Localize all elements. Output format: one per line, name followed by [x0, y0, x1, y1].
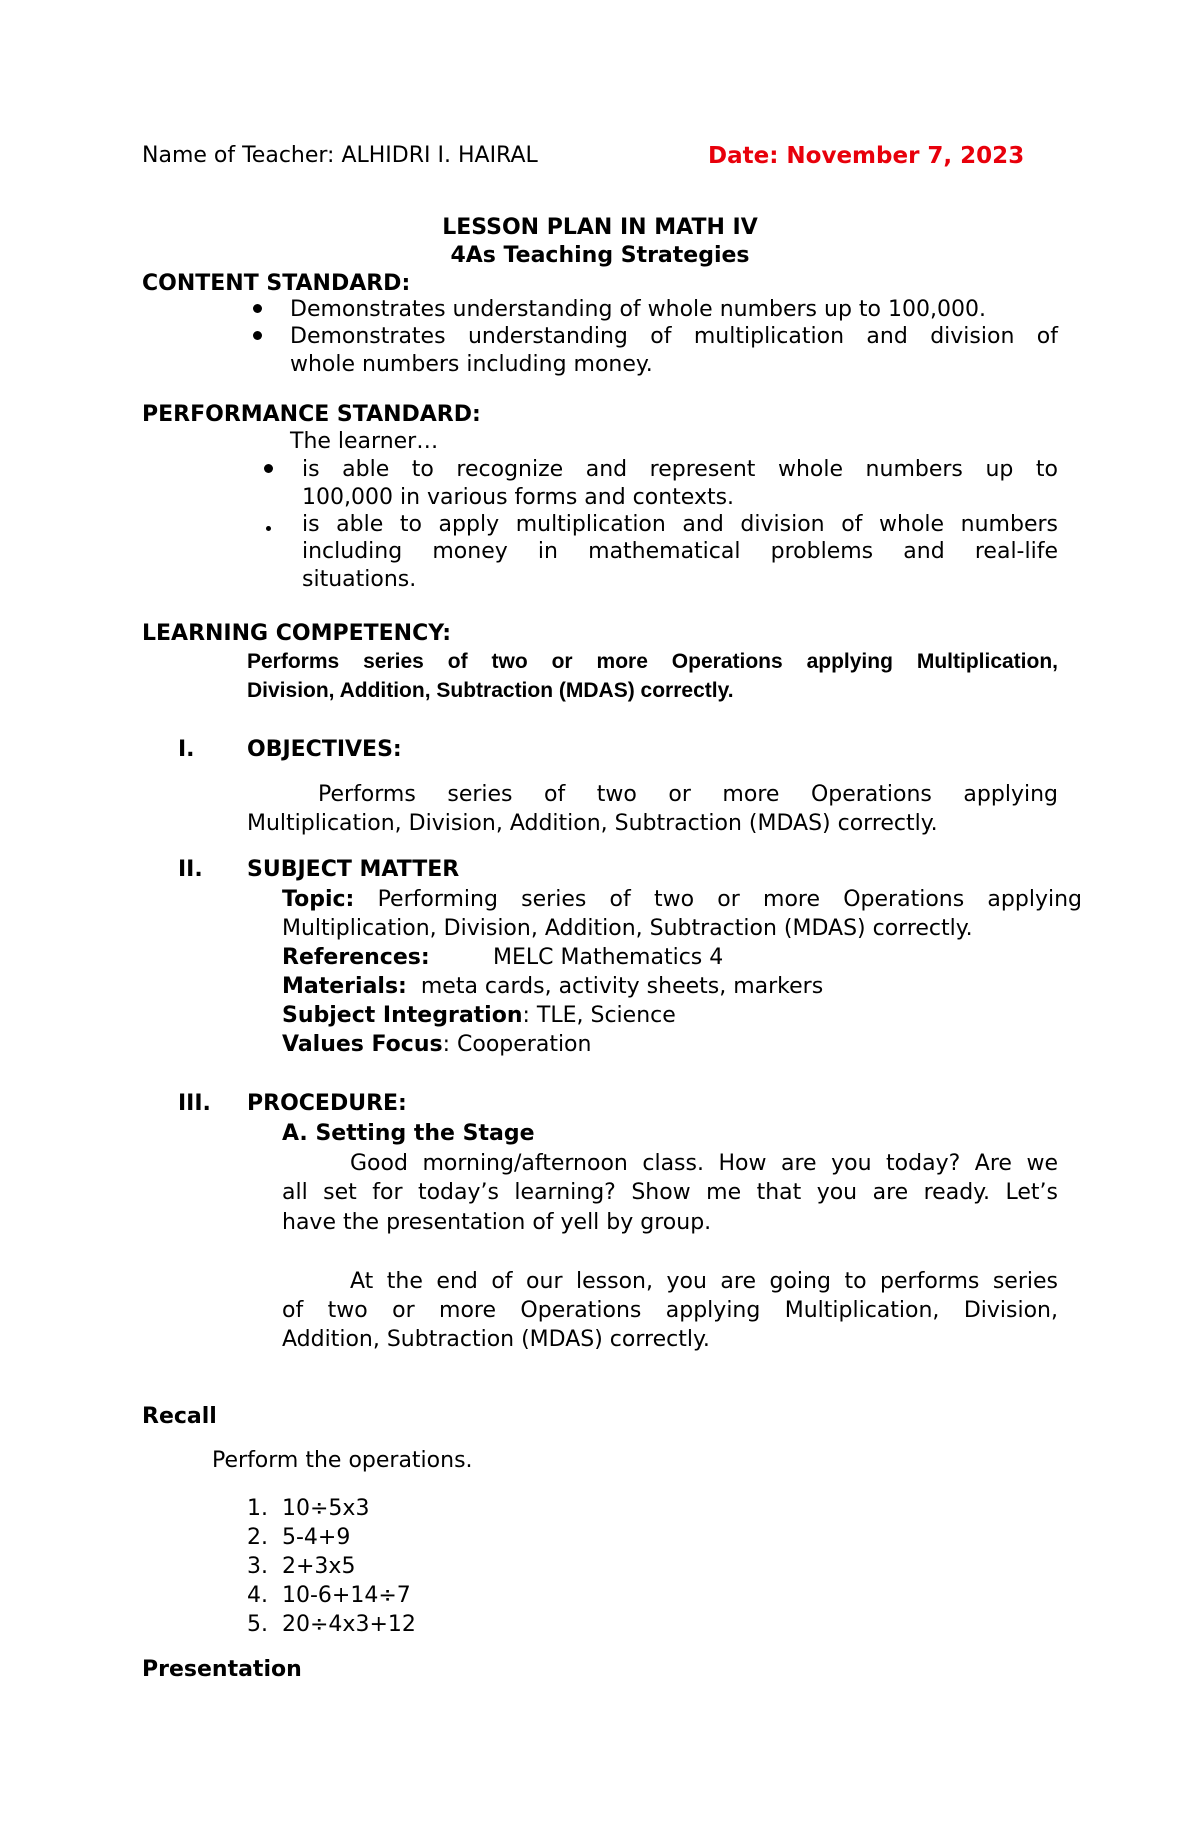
learning-competency-text: Performs series of two or more Operations applying Multiplication,	[247, 650, 1058, 673]
objectives-heading: OBJECTIVES:	[247, 737, 402, 762]
materials-label: Materials:	[282, 974, 407, 999]
procedure-numeral: III.	[178, 1091, 211, 1116]
content-standard-item-continued: whole numbers including money.	[290, 352, 653, 377]
procedure-heading: PROCEDURE:	[247, 1091, 407, 1116]
procedure-paragraph: At the end of our lesson, you are going to performs series	[350, 1269, 1058, 1294]
bullet-icon	[264, 464, 273, 473]
objectives-text-continued: Multiplication, Division, Addition, Subtraction (MDAS) correctly.	[247, 811, 938, 836]
performance-standard-heading: PERFORMANCE STANDARD:	[142, 402, 481, 427]
integration-label: Subject Integration	[282, 1003, 523, 1028]
list-item-number: 1.	[247, 1496, 268, 1521]
performance-standard-item: is able to apply multiplication and division of whole numbers	[302, 512, 1058, 537]
topic-line	[282, 886, 1082, 914]
procedure-paragraph: have the presentation of yell by group.	[282, 1210, 712, 1235]
recall-heading: Recall	[142, 1404, 217, 1429]
values-line	[282, 1031, 591, 1059]
materials-line	[282, 973, 823, 1001]
teacher-name: Name of Teacher: ALHIDRI I. HAIRAL	[142, 143, 538, 168]
page-title: LESSON PLAN IN MATH IV	[442, 215, 758, 240]
procedure-paragraph: Addition, Subtraction (MDAS) correctly.	[282, 1327, 710, 1352]
learning-competency-text-continued: Division, Addition, Subtraction (MDAS) correctly.	[247, 679, 734, 702]
list-item: 2+3x5	[282, 1554, 356, 1579]
list-item: 20÷4x3+12	[282, 1612, 416, 1637]
setting-stage-heading: A. Setting the Stage	[282, 1121, 535, 1146]
procedure-paragraph: Good morning/afternoon class. How are you today? Are we	[350, 1151, 1058, 1176]
materials-value: meta cards, activity sheets, markers	[420, 974, 824, 999]
content-standard-item: Demonstrates understanding of multiplication and division of	[290, 324, 1058, 349]
subject-matter-numeral: II.	[178, 857, 203, 882]
topic-label: Topic:	[282, 887, 355, 912]
recall-instruction: Perform the operations.	[212, 1448, 473, 1473]
values-value: : Cooperation	[442, 1032, 592, 1057]
content-standard-item: Demonstrates understanding of whole numbers up to 100,000.	[290, 297, 986, 322]
performance-standard-item-continued: including money in mathematical problems and real-life	[302, 539, 1058, 564]
bullet-icon	[266, 526, 271, 531]
procedure-paragraph: all set for today’s learning? Show me that you are ready. Let’s	[282, 1180, 1058, 1205]
procedure-paragraph: of two or more Operations applying Multiplication, Division,	[282, 1298, 1058, 1323]
lesson-date: Date: November 7, 2023	[708, 143, 1025, 169]
references-value: MELC Mathematics 4	[493, 945, 724, 970]
subject-matter-heading: SUBJECT MATTER	[247, 857, 460, 882]
references-label: References:	[282, 945, 430, 970]
list-item-number: 4.	[247, 1583, 268, 1608]
performance-standard-item-continued: situations.	[302, 567, 417, 592]
list-item: 5-4+9	[282, 1525, 351, 1550]
list-item-number: 5.	[247, 1612, 268, 1637]
integration-line	[282, 1002, 676, 1030]
presentation-heading: Presentation	[142, 1657, 302, 1682]
list-item-number: 2.	[247, 1525, 268, 1550]
content-standard-heading: CONTENT STANDARD:	[142, 271, 411, 296]
objectives-numeral: I.	[178, 737, 195, 762]
bullet-icon	[253, 304, 262, 313]
integration-value: : TLE, Science	[522, 1003, 676, 1028]
objectives-text: Performs series of two or more Operations applying	[318, 782, 1058, 807]
bullet-icon	[253, 331, 262, 340]
performance-standard-item: is able to recognize and represent whole numbers up to	[302, 457, 1058, 482]
learning-competency-heading: LEARNING COMPETENCY:	[142, 621, 452, 646]
list-item: 10-6+14÷7	[282, 1583, 411, 1608]
list-item-number: 3.	[247, 1554, 268, 1579]
performance-standard-intro: The learner…	[290, 429, 439, 454]
page-subtitle: 4As Teaching Strategies	[450, 243, 750, 268]
topic-text-continued: Multiplication, Division, Addition, Subtraction (MDAS) correctly.	[282, 916, 973, 941]
performance-standard-item-continued: 100,000 in various forms and contexts.	[302, 485, 735, 510]
values-label: Values Focus	[282, 1032, 443, 1057]
list-item: 10÷5x3	[282, 1496, 370, 1521]
topic-text: Performing series of two or more Operations applying	[377, 887, 1082, 912]
